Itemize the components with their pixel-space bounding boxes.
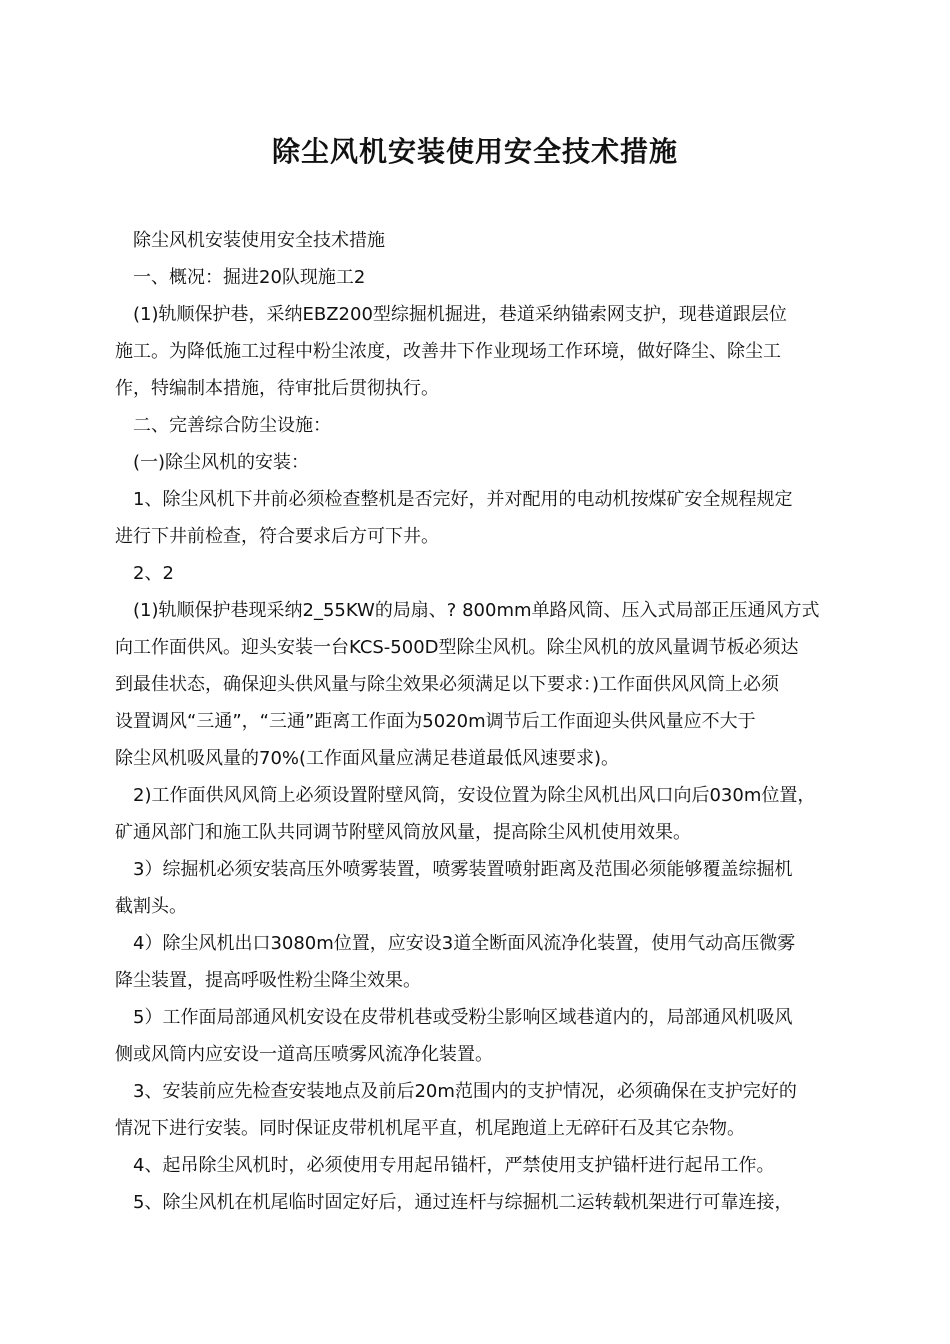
paragraph-line: (一)除尘风机的安装： <box>133 452 310 473</box>
paragraph-line: 向工作面供风。迎头安装一台KCS-500D型除尘风机。除尘风机的放风量调节板必须达 <box>115 637 799 658</box>
paragraph-line: 5、除尘风机在机尾临时固定好后，通过连杆与综掘机二运转载机架进行可靠连接， <box>133 1192 793 1213</box>
paragraph <box>115 1147 839 1184</box>
paragraph-line: 3）综掘机必须安装高压外喷雾装置，喷雾装置喷射距离及范围必须能够覆盖综掘机 <box>133 859 793 880</box>
paragraph-line: 5）工作面局部通风机安设在皮带机巷或受粉尘影响区域巷道内的，局部通风机吸风 <box>133 1007 793 1028</box>
paragraph-line: 1、除尘风机下井前必须检查整机是否完好，并对配用的电动机按煤矿安全规程规定 <box>133 489 793 510</box>
paragraph-line: 截割头。 <box>115 896 187 917</box>
paragraph <box>115 592 839 777</box>
paragraph-line: 二、完善综合防尘设施： <box>133 415 331 436</box>
paragraph <box>115 999 839 1073</box>
paragraph-line: 除尘风机安装使用安全技术措施 <box>133 230 385 251</box>
paragraph-line: 设置调风“三通”，“三通”距离工作面为5020m调节后工作面迎头供风量应不大于 <box>115 711 756 732</box>
paragraph-line: 进行下井前检查，符合要求后方可下井。 <box>115 526 439 547</box>
document-body <box>115 222 839 1221</box>
paragraph <box>115 777 839 851</box>
paragraph-line: 作，特编制本措施，待审批后贯彻执行。 <box>115 378 439 399</box>
paragraph <box>115 555 839 592</box>
paragraph-line: 4、起吊除尘风机时，必须使用专用起吊锚杆，严禁使用支护锚杆进行起吊工作。 <box>133 1155 775 1176</box>
paragraph <box>115 1184 839 1221</box>
paragraph <box>115 481 839 555</box>
paragraph <box>115 407 839 444</box>
document-title: 除尘风机安装使用安全技术措施 <box>271 135 678 168</box>
paragraph-line: 4）除尘风机出口3080m位置，应安设3道全断面风流净化装置，使用气动高压微雾 <box>133 933 796 954</box>
paragraph-line: (1)轨顺保护巷现采纳2_55KW的局扇、? 800mm单路风筒、压入式局部正压通风方式 <box>133 600 820 621</box>
paragraph <box>115 1073 839 1147</box>
paragraph-line: 3、安装前应先检查安装地点及前后20m范围内的支护情况，必须确保在支护完好的 <box>133 1081 797 1102</box>
paragraph-line: 侧或风筒内应安设一道高压喷雾风流净化装置。 <box>115 1044 493 1065</box>
paragraph-line: 除尘风机吸风量的70%(工作面风量应满足巷道最低风速要求)。 <box>115 748 620 769</box>
paragraph <box>115 444 839 481</box>
paragraph-line: 矿通风部门和施工队共同调节附壁风筒放风量，提高除尘风机使用效果。 <box>115 822 691 843</box>
paragraph <box>115 925 839 999</box>
paragraph <box>115 222 839 259</box>
paragraph-line: 情况下进行安装。同时保证皮带机机尾平直，机尾跑道上无碎矸石及其它杂物。 <box>115 1118 745 1139</box>
paragraph-line: 2、2 <box>133 563 174 584</box>
paragraph-line: 降尘装置，提高呼吸性粉尘降尘效果。 <box>115 970 421 991</box>
paragraph <box>115 259 839 296</box>
paragraph-line: 施工。为降低施工过程中粉尘浓度，改善井下作业现场工作环境，做好降尘、除尘工 <box>115 341 781 362</box>
paragraph <box>115 296 839 407</box>
paragraph <box>115 851 839 925</box>
paragraph-line: 2)工作面供风风筒上必须设置附壁风筒，安设位置为除尘风机出风口向后030m位置， <box>133 785 816 806</box>
paragraph-line: 到最佳状态，确保迎头供风量与除尘效果必须满足以下要求：)工作面供风风筒上必须 <box>115 674 780 695</box>
paragraph-line: (1)轨顺保护巷，采纳EBZ200型综掘机掘进，巷道采纳锚索网支护，现巷道跟层位 <box>133 304 787 325</box>
paragraph-line: 一、概况：掘进20队现施工2 <box>133 267 366 288</box>
